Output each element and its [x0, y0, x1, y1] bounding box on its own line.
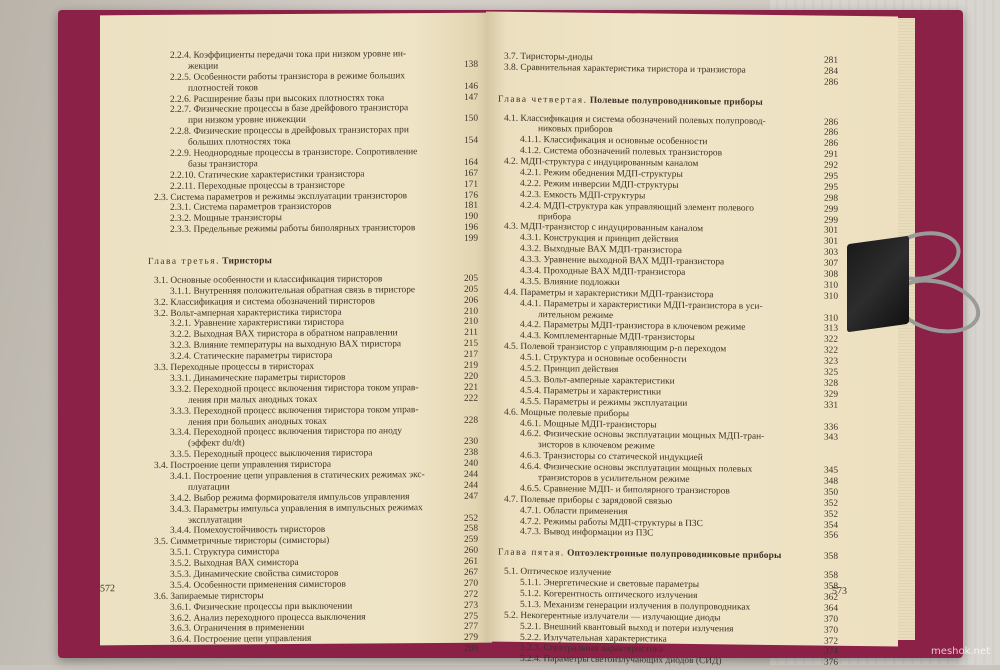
toc-page-number: 273 [456, 600, 478, 611]
toc-page-number: 164 [456, 158, 478, 169]
toc-entry-text: 4.7.1. Области применения [520, 506, 814, 520]
toc-page-number: 286 [816, 117, 838, 128]
toc-entry-text: 4.6.4. Физические основы эксплуатации мощных полевых [520, 462, 814, 476]
toc-page-number: 284 [816, 66, 838, 77]
toc-page-number: 308 [816, 270, 838, 281]
toc-page-number: 303 [816, 248, 838, 259]
chapter-title: Тиристоры [222, 256, 272, 266]
toc-entry-text: 4.6.2. Физические основы эксплуатации мощных МДП-тран- [520, 429, 814, 443]
toc-entry-text: ления при малых анодных токах [188, 394, 454, 407]
toc-page-number: 313 [816, 324, 838, 335]
toc-page-number: 190 [456, 212, 478, 223]
toc-entry-text: 4.5.4. Параметры и характеристики [520, 386, 814, 400]
chapter-prefix: Глава четвертая. [498, 94, 587, 105]
toc-entry-text: больших плотностях тока [188, 136, 454, 149]
toc-entry-text: 2.3. Система параметров и режимы эксплуатации транзисторов [154, 190, 454, 203]
toc-entry-text: 4.1.1. Классификация и основные особенности [520, 135, 814, 149]
toc-entry-text: 4.4.2. Параметры МДП-транзистора в ключевом режиме [520, 320, 814, 334]
toc-page-number: 154 [456, 136, 478, 147]
toc-page-number: 228 [456, 415, 478, 426]
toc-page-number: 247 [456, 491, 478, 502]
toc-entry-text: 4.6.5. Сравнение МДП- и биполярного транзисторов [520, 484, 814, 498]
toc-entry-text: жекции [188, 60, 454, 73]
toc-page-number: 329 [816, 389, 838, 400]
toc-page-number: 252 [456, 513, 478, 524]
toc-entry-text: 2.2.7. Физические процессы в базе дрейфового транзистора [170, 103, 454, 116]
toc-page-number: 286 [816, 128, 838, 139]
toc-page-number: 272 [456, 589, 478, 600]
toc-entry-text: 4.4.1. Параметры и характеристики МДП-транзистора в уси- [520, 299, 814, 313]
toc-entry-text: 5.2.3. Спектральная характеристика [520, 643, 814, 657]
toc-page-number: 374 [816, 647, 838, 658]
toc-page-number: 259 [456, 535, 478, 546]
toc-entry-text: 3.5.1. Структура симистора [170, 546, 454, 559]
toc-page-number: 275 [456, 611, 478, 622]
toc-entry-text: 5.1.1. Энергетические и световые параметры [520, 578, 814, 592]
toc-page-number: 362 [816, 592, 838, 603]
toc-entry-text: плуатации [188, 481, 454, 494]
toc-entry-text: 4.5.1. Структура и основные особенности [520, 353, 814, 367]
binder-clip [835, 228, 995, 348]
toc-entry-text: базы транзистора [188, 158, 454, 171]
toc-entry-text: 3.6.2. Анализ переходного процесса выключения [170, 611, 454, 624]
toc-entry-text: 5.2.4. Параметры светоизлучающих диодов (СИД) [520, 654, 814, 668]
toc-entry-text: 4.6. Мощные полевые приборы [504, 407, 814, 422]
chapter-prefix: Глава третья. [148, 257, 220, 268]
toc-entry-text: 2.3.3. Предельные режимы работы биполярных транзисторов [170, 223, 454, 236]
toc-entry-text: 5.1.2. Когерентность оптического излучения [520, 589, 814, 603]
toc-entry-text: 3.4.3. Параметры импульса управления в импульсных режимах [170, 503, 454, 516]
toc-entry-text: 3.2.1. Уравнение характеристики тиристора [170, 317, 454, 330]
toc-page-number: 323 [816, 357, 838, 368]
toc-entry-text: 3.2. Вольт-амперная характеристика тиристора [154, 306, 454, 319]
toc-entry-text: 4.5.5. Параметры и режимы эксплуатации [520, 397, 814, 411]
toc-entry-text: 3.3.2. Переходной процесс включения тиристора током управ- [170, 383, 454, 396]
toc-page-number: 307 [816, 259, 838, 270]
toc-page-number: 167 [456, 169, 478, 180]
toc-entry-text: 4.3.1. Конструкция и принцип действия [520, 233, 814, 247]
toc-page-number: 295 [816, 182, 838, 193]
toc-page-number: 238 [456, 448, 478, 459]
toc-page-number: 354 [816, 520, 838, 531]
toc-page-number: 292 [816, 161, 838, 172]
toc-page-number: 286 [816, 77, 838, 88]
toc-entry-text: 5.2.2. Излучательная характеристика [520, 632, 814, 646]
toc-entry-text: 3.7. Тиристоры-диоды [504, 52, 814, 67]
toc-entry-text: 4.7. Полевые приборы с зарядовой связью [504, 494, 814, 509]
toc-page-number: 310 [816, 291, 838, 302]
toc-page-number: 220 [456, 372, 478, 383]
toc-page-number: 358 [816, 552, 838, 563]
toc-entry-text: 3.4. Построение цепи управления тиристора [154, 459, 454, 472]
toc-page-number: 350 [816, 487, 838, 498]
toc-entry-text: 2.3.2. Мощные транзисторы [170, 212, 454, 225]
toc-page-number: 348 [816, 476, 838, 487]
toc-page-number: 301 [816, 237, 838, 248]
toc-entry-text: 3.2.3. Влияние температуры на выходную ВАХ тиристора [170, 339, 454, 352]
toc-entry-text: 4.5. Полевой транзистор с управляющим p-n переходом [504, 342, 814, 357]
toc-entry-text: прибора [538, 212, 814, 226]
toc-entry-text: 3.8. Сравнительная характеристика тиристора и транзистора [504, 63, 814, 78]
toc-entry-text: 3.2. Классификация и система обозначений тиристоров [154, 296, 454, 309]
toc-page-number: 277 [456, 622, 478, 633]
toc-entry-text: 4.5.2. Принцип действия [520, 364, 814, 378]
toc-page-number: 244 [456, 481, 478, 492]
toc-entry-text: 5.1. Оптическое излучение [504, 567, 814, 582]
toc-page-number: 150 [456, 114, 478, 125]
toc-entry-text: при низком уровне инжекции [188, 114, 454, 127]
toc-entry [148, 644, 478, 657]
toc-entry-text: 4.4. Параметры и характеристики МДП-транзистора [504, 288, 814, 303]
toc-page-number: 281 [816, 56, 838, 67]
toc-entry-text: 3.5.4. Особенности применения симисторов [170, 579, 454, 592]
toc-entry-text: 4.2.3. Емкость МДП-структуры [520, 190, 814, 204]
toc-page-number: 176 [456, 190, 478, 201]
toc-page-number: 325 [816, 368, 838, 379]
toc-entry-text: 3.6.1. Физические процессы при выключении [170, 601, 454, 614]
toc-entry-text: 4.3.5. Влияние подложки [520, 277, 814, 291]
toc-entry-text: (эффект du/dt) [188, 437, 454, 450]
toc-page-number: 298 [816, 193, 838, 204]
left-page [100, 13, 492, 646]
toc-entry-text: 2.2.9. Неоднородные процессы в транзисторе. Сопротивление [170, 147, 454, 160]
toc-page-number: 370 [816, 614, 838, 625]
toc-page-number: 358 [816, 582, 838, 593]
toc-entry-text: лительном режиме [538, 310, 814, 324]
toc-page-number: 279 [456, 633, 478, 644]
toc-entry-text: 3.3.4. Переходной процесс включения тиристора по аноду [170, 426, 454, 439]
toc-page-number: 171 [456, 179, 478, 190]
toc-page-number: 291 [816, 150, 838, 161]
toc-entry-text: 5.2.1. Внешний квантовый выход и потери излучения [520, 622, 814, 636]
toc-page-number: 260 [456, 546, 478, 557]
toc-page-number: 301 [816, 226, 838, 237]
toc-entry-text: 3.4.1. Построение цепи управления в статических режимах экс- [170, 470, 454, 483]
toc-page-number: 215 [456, 339, 478, 350]
chapter-heading [148, 255, 478, 268]
toc-entry-text: 5.2. Некогерентные излучатели — излучающие диоды [504, 610, 814, 625]
toc-page-number: 240 [456, 459, 478, 470]
toc-page-number: 199 [456, 234, 478, 245]
toc-entry-text: 3.6.3. Ограничения в применении [170, 622, 454, 635]
toc-entry-text: 4.1. Классификация и система обозначений полевых полупровод- [504, 113, 814, 128]
toc-page-number: 336 [816, 422, 838, 433]
toc-entry-text: 3.4.2. Выбор режима формирователя импульсов управления [170, 492, 454, 505]
toc-page-number: 310 [816, 280, 838, 291]
toc-page-number: 258 [456, 524, 478, 535]
toc-entry-text: зисторов в ключевом режиме [538, 440, 814, 454]
toc-page-number: 299 [816, 204, 838, 215]
toc-entry-text: 2.2.10. Статические характеристики транзистора [170, 169, 454, 182]
toc-entry-text: транзисторов в усилительном режиме [538, 473, 814, 487]
toc-page-number: 270 [456, 579, 478, 590]
toc-page-number: 217 [456, 350, 478, 361]
toc-entry-text: 5.1.3. Механизм генерации излучения в полупроводниках [520, 600, 814, 614]
toc-page-number: 299 [816, 215, 838, 226]
toc-page-number: 147 [456, 92, 478, 103]
toc-page-number: 206 [456, 295, 478, 306]
toc-entry-text: 3.3.3. Переходной процесс включения тиристора током управ- [170, 405, 454, 418]
toc-page-number: 358 [816, 571, 838, 582]
toc-entry-text: 4.2. МДП-структура с индуцированным каналом [504, 157, 814, 172]
toc-entry-text: 3.3. Переходные процессы в тиристорах [154, 361, 454, 374]
toc-entry-text: 4.3.3. Уравнение выходной ВАХ МДП-транзистора [520, 255, 814, 269]
toc-entry-text: 3.2.2. Выходная ВАХ тиристора в обратном направлении [170, 328, 454, 341]
toc-page-number: 219 [456, 361, 478, 372]
toc-entry-text: 4.2.1. Режим обеднения МДП-структуры [520, 168, 814, 182]
toc-entry-text: 3.1. Основные особенности и классификация тиристоров [154, 274, 454, 287]
toc-page-number: 376 [816, 658, 838, 669]
toc-entry-text: эксплуатации [188, 513, 454, 526]
toc-page-number: 345 [816, 466, 838, 477]
toc-entry-text: 4.1.2. Система обозначений полевых транзисторов [520, 146, 814, 160]
toc-entry-text: 3.6.4. Построение цепи управления [170, 633, 454, 646]
toc-entry-text: 4.3. МДП-транзистор с индуцированным каналом [504, 222, 814, 237]
toc-page-number: 221 [456, 383, 478, 394]
toc-entry-text: 3.4.4. Помехоустойчивость тиристоров [170, 524, 454, 537]
toc-entry-text: 2.2.11. Переходные процессы в транзисторе [170, 180, 454, 193]
toc-page-number: 343 [816, 433, 838, 444]
left-page-number: 572 [100, 583, 115, 594]
toc-entry-text: 4.2.4. МДП-структура как управляющий элемент полевого [520, 201, 814, 215]
toc-page-number: 261 [456, 557, 478, 568]
toc-entry-text: 4.2.2. Режим инверсии МДП-структуры [520, 179, 814, 193]
toc-entry-text: 3.3.1. Динамические параметры тиристоров [170, 372, 454, 385]
toc-entry-text: 4.5.3. Вольт-амперные характеристики [520, 375, 814, 389]
toc-page-number: 310 [816, 313, 838, 324]
toc-entry-text: 3.3.5. Переходный процесс выключения тиристора [170, 448, 454, 461]
toc-page-number: 205 [456, 285, 478, 296]
toc-entry-text: никовых приборов [538, 125, 814, 139]
toc-entry-text: 3.5.2. Выходная ВАХ симистора [170, 557, 454, 570]
toc-page-number: 138 [456, 60, 478, 71]
toc-entry-text: 4.7.2. Режимы работы МДП-структуры в ПЗС [520, 516, 814, 530]
watermark: meshok.net [931, 646, 990, 657]
toc-page-number: 364 [816, 603, 838, 614]
toc-page-number: 196 [456, 223, 478, 234]
toc-page-number: 352 [816, 498, 838, 509]
toc-page-number: 352 [816, 509, 838, 520]
toc-page-number: 295 [816, 172, 838, 183]
toc-page-number: 181 [456, 201, 478, 212]
toc-entry-text: 2.2.8. Физические процессы в дрейфовых транзисторах при [170, 125, 454, 138]
toc-entry-text: плотностей токов [188, 82, 454, 95]
toc-page-number: 370 [816, 625, 838, 636]
toc-entry-text: ления при больших анодных токах [188, 415, 454, 428]
toc-page-number: 322 [816, 346, 838, 357]
toc-entry-text: 4.4.3. Комплементарные МДП-транзисторы [520, 331, 814, 345]
toc-entry-text: 2.3.1. Система параметров транзисторов [170, 201, 454, 214]
toc-page-number: 211 [456, 328, 478, 339]
toc-entry-text: 3.6. Запираемые тиристоры [154, 590, 454, 603]
toc-page-number: 210 [456, 317, 478, 328]
toc-entry-text: 3.1.1. Внутренняя положительная обратная связь в тиристоре [170, 285, 454, 298]
toc-page-number: 322 [816, 335, 838, 346]
right-page-number: 573 [832, 586, 847, 597]
toc-page-number: 210 [456, 306, 478, 317]
toc-entry-text: 4.6.1. Мощные МДП-транзисторы [520, 418, 814, 432]
toc-page-number: 230 [456, 437, 478, 448]
toc-page-number: 372 [816, 636, 838, 647]
toc-page-number: 222 [456, 393, 478, 404]
right-toc [498, 52, 838, 669]
toc-entry-text: 4.7.3. Вывод информации из ПЗС [520, 527, 814, 541]
toc-page-number: 286 [816, 139, 838, 150]
toc-page-number: 244 [456, 470, 478, 481]
toc-entry-text: 2.2.6. Расширение базы при высоких плотностях тока [170, 92, 454, 105]
chapter-title: Полевые полупроводниковые приборы [590, 95, 763, 107]
toc-entry [148, 234, 478, 247]
toc-page-number: 328 [816, 378, 838, 389]
toc-entry-text: 4.3.4. Проходные ВАХ МДП-транзистора [520, 266, 814, 280]
toc-entry-text: 2.2.5. Особенности работы транзистора в режиме больших [170, 71, 454, 84]
toc-page-number: 146 [456, 81, 478, 92]
toc-page-number: 267 [456, 568, 478, 579]
toc-entry-text: 4.3.2. Выходные ВАХ МДП-транзистора [520, 244, 814, 258]
toc-entry-text: 3.2.4. Статические параметры тиристора [170, 350, 454, 363]
toc-page-number: 331 [816, 400, 838, 411]
toc-page-number: 280 [456, 644, 478, 655]
left-toc [148, 49, 478, 657]
toc-entry-text: 4.6.3. Транзисторы со статической индукцией [520, 451, 814, 465]
clip-body [847, 236, 909, 333]
toc-entry-text: 3.5. Симметричные тиристоры (симисторы) [154, 535, 454, 548]
toc-entry-text: 2.2.4. Коэффициенты передачи тока при низком уровне ин- [170, 49, 454, 62]
toc-page-number: 205 [456, 274, 478, 285]
chapter-prefix: Глава пятая. [498, 548, 565, 559]
toc-entry-text: 3.5.3. Динамические свойства симисторов [170, 568, 454, 581]
toc-page-number: 356 [816, 531, 838, 542]
chapter-title: Оптоэлектронные полупроводниковые приборы [567, 549, 782, 562]
